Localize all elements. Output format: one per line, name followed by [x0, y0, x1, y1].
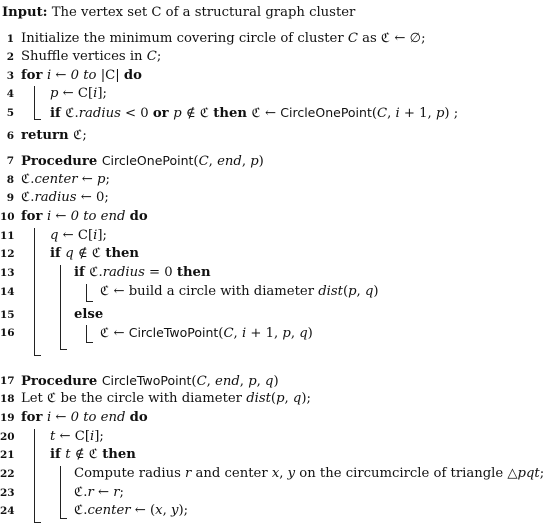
for-block-rule	[34, 429, 41, 523]
line-segment: if	[50, 246, 66, 261]
line-segment: ,	[239, 374, 249, 389]
line-number: 20	[0, 431, 15, 443]
line-text	[74, 483, 124, 503]
algo-line	[0, 188, 540, 208]
line-segment: ,	[290, 326, 300, 341]
line-segment: t	[50, 429, 56, 444]
line-segment: p	[97, 172, 106, 187]
line-segment: p	[250, 154, 259, 169]
line-segment: p	[173, 106, 182, 121]
line-segment: ;	[119, 485, 124, 500]
algo-line	[0, 445, 540, 465]
line-segment: Procedure	[21, 374, 102, 389]
line-segment: else	[74, 307, 104, 322]
line-number: 21	[0, 449, 15, 461]
line-segment: return	[21, 128, 74, 143]
line-segment: ,	[387, 106, 396, 121]
line-segment: x	[155, 503, 163, 518]
line-segment: ;	[105, 172, 110, 187]
algo-line	[0, 427, 540, 447]
line-segment: C	[223, 326, 234, 341]
line-segment: ℭ ←	[100, 326, 129, 341]
line-segment: CircleTwoPoint	[101, 373, 192, 388]
line-segment: ℭ.	[65, 106, 79, 121]
line-segment: if	[50, 447, 66, 462]
line-segment: then	[105, 246, 140, 261]
line-segment: radius	[78, 106, 121, 121]
line-segment: i	[47, 410, 52, 425]
line-text	[100, 282, 379, 302]
algo-line	[0, 483, 540, 503]
line-segment: center	[87, 503, 131, 518]
algo-line	[0, 371, 540, 391]
line-segment: p	[50, 86, 59, 101]
line-segment: ℭ.	[21, 172, 35, 187]
algo-line	[0, 29, 540, 49]
line-segment: do	[129, 410, 148, 425]
line-segment: ℭ ←	[251, 106, 281, 121]
line-text	[74, 464, 544, 484]
line-number: 9	[6, 192, 14, 204]
line-number: 14	[0, 286, 15, 298]
line-segment: if	[74, 265, 90, 280]
line-segment: C	[146, 49, 157, 64]
line-segment: for	[21, 410, 48, 425]
line-segment: do	[123, 68, 142, 83]
algo-line	[0, 103, 540, 123]
line-segment: ←	[51, 209, 71, 224]
line-segment: ,	[233, 326, 242, 341]
line-segment: 0 to	[70, 68, 101, 83]
line-segment: ← C[	[58, 228, 94, 243]
line-segment: x	[271, 466, 280, 481]
line-segment: + 1,	[399, 106, 436, 121]
for-block-rule	[34, 86, 41, 120]
line-segment: q	[265, 374, 274, 389]
line-number: 23	[0, 487, 15, 499]
line-number: 3	[6, 70, 14, 82]
line-segment: ← 0;	[76, 190, 109, 205]
line-segment: Procedure	[21, 154, 102, 169]
algo-line	[0, 151, 540, 171]
line-segment: ∉ ℭ	[181, 106, 214, 121]
line-segment: ∉ ℭ	[73, 246, 106, 261]
line-text	[21, 188, 109, 208]
line-number: 19	[0, 412, 15, 424]
line-number: 17	[0, 375, 15, 387]
else-block-rule	[86, 325, 93, 343]
line-segment: y	[287, 466, 296, 481]
line-segment: q	[299, 326, 308, 341]
input-label: Input:	[2, 5, 48, 20]
line-segment: C	[198, 154, 209, 169]
line-segment: ,	[206, 374, 216, 389]
line-segment: ← C[	[58, 86, 94, 101]
line-segment: ];	[97, 228, 107, 243]
line-number: 2	[6, 51, 14, 63]
line-text	[21, 151, 264, 172]
line-number: 1	[6, 33, 14, 45]
line-segment: ;	[539, 466, 544, 481]
line-segment: );	[178, 503, 189, 518]
line-segment: C	[347, 31, 358, 46]
line-segment: (	[218, 326, 224, 341]
line-segment: i	[395, 106, 400, 121]
line-segment: q	[50, 228, 59, 243]
line-text	[50, 244, 139, 264]
line-segment: radius	[34, 190, 77, 205]
line-segment: (	[191, 374, 197, 389]
input-line	[0, 3, 540, 23]
line-segment: C	[377, 106, 388, 121]
line-segment: )	[258, 154, 264, 169]
line-text	[50, 445, 136, 465]
algo-line	[0, 389, 540, 409]
line-text	[74, 305, 103, 325]
line-text	[21, 66, 142, 86]
line-segment: + 1,	[246, 326, 283, 341]
line-segment: 0 to end	[70, 410, 130, 425]
line-segment: Shuffle vertices in	[21, 49, 147, 64]
line-number: 5	[6, 107, 14, 119]
line-text	[21, 47, 161, 67]
line-segment: r	[87, 485, 94, 500]
line-segment: = 0	[144, 265, 177, 280]
line-segment: then	[176, 265, 211, 280]
algo-line	[0, 263, 540, 283]
line-number: 4	[6, 88, 14, 100]
algo-line	[0, 126, 540, 146]
algo-line	[0, 244, 540, 264]
line-segment: i	[47, 68, 52, 83]
line-segment: ,	[256, 374, 266, 389]
line-segment: ,	[284, 391, 293, 406]
line-segment: Initialize the minimum covering circle of cluster	[21, 31, 348, 46]
line-segment: ℭ.	[74, 485, 88, 500]
line-segment: Compute radius	[74, 466, 186, 481]
algo-line	[0, 305, 540, 325]
line-segment: i	[93, 228, 98, 243]
algo-line	[0, 408, 540, 428]
line-segment: then	[213, 106, 252, 121]
line-segment: ℭ.	[74, 503, 88, 518]
line-segment: ℭ;	[73, 128, 87, 143]
line-segment: < 0	[120, 106, 153, 121]
line-number: 24	[0, 505, 15, 517]
line-segment: (	[193, 154, 199, 169]
line-segment: )	[273, 374, 279, 389]
line-segment: )	[373, 284, 379, 299]
line-number: 16	[0, 327, 15, 339]
algo-line	[0, 323, 540, 343]
line-segment: for	[21, 209, 48, 224]
line-segment: CircleOnePoint	[280, 105, 372, 120]
line-segment: i	[47, 209, 52, 224]
line-segment: ,	[356, 284, 365, 299]
line-segment: |C|	[100, 68, 124, 83]
line-segment: dist	[318, 284, 343, 299]
line-segment: ,	[279, 466, 288, 481]
line-segment: ℭ.	[21, 190, 35, 205]
line-segment: p	[348, 284, 357, 299]
line-segment: ;	[156, 49, 162, 64]
line-text	[21, 408, 148, 428]
line-segment: end	[217, 154, 242, 169]
line-segment: q	[292, 391, 302, 406]
line-segment: p	[435, 106, 445, 121]
line-number: 22	[0, 468, 15, 480]
line-segment: ℭ ← build a circle with diameter	[100, 284, 319, 299]
line-segment: Let ℭ be the circle with diameter	[21, 391, 247, 406]
line-segment: ) ;	[444, 106, 459, 121]
line-text	[50, 427, 104, 447]
line-segment: ←	[77, 172, 97, 187]
line-text	[21, 126, 87, 146]
line-number: 6	[6, 130, 14, 142]
line-segment: (	[270, 391, 277, 406]
line-segment: i	[89, 429, 95, 444]
line-segment: as ℭ ← ∅;	[357, 31, 426, 46]
line-segment: ←	[51, 68, 71, 83]
line-segment: r	[185, 466, 192, 481]
line-number: 15	[0, 309, 15, 321]
input-text: The vertex set C of a structural graph cluster	[51, 5, 356, 20]
line-segment: or	[152, 106, 174, 121]
line-segment: radius	[102, 265, 145, 280]
line-segment: then	[102, 447, 136, 462]
for-block-rule	[34, 228, 41, 356]
if-block-rule	[60, 265, 67, 350]
then-block-rule	[86, 284, 93, 302]
line-number: 8	[6, 174, 14, 186]
line-segment: ];	[97, 86, 107, 101]
algo-line	[0, 501, 540, 521]
line-segment: ← C[	[55, 429, 90, 444]
line-text	[74, 263, 211, 283]
algo-line	[0, 170, 540, 190]
line-text	[21, 389, 311, 409]
line-segment: CircleOnePoint	[101, 153, 194, 168]
line-text	[50, 226, 107, 246]
line-segment: q	[65, 246, 74, 261]
line-segment: ←	[51, 410, 71, 425]
line-segment: ℭ.	[89, 265, 103, 280]
line-segment: center	[34, 172, 78, 187]
algo-line	[0, 84, 540, 104]
line-text	[100, 323, 313, 344]
line-segment: pqt	[517, 466, 540, 481]
line-segment: ← (	[130, 503, 156, 518]
line-segment: q	[364, 284, 374, 299]
algo-line	[0, 47, 540, 67]
line-segment: r	[113, 485, 120, 500]
line-number: 10	[0, 211, 15, 223]
algo-line	[0, 207, 540, 227]
line-segment: );	[301, 391, 311, 406]
line-number: 7	[6, 155, 14, 167]
line-segment: p	[282, 326, 291, 341]
line-segment: if	[50, 106, 66, 121]
line-number: 11	[0, 230, 15, 242]
algo-line	[0, 464, 544, 484]
line-segment: do	[129, 209, 148, 224]
line-segment: dist	[246, 391, 271, 406]
line-segment: 0 to end	[70, 209, 130, 224]
line-segment: p	[248, 374, 257, 389]
line-segment: on the circumcircle of triangle △	[295, 466, 518, 481]
line-segment: ];	[94, 429, 104, 444]
line-number: 18	[0, 393, 15, 405]
line-segment: (	[342, 284, 349, 299]
if-block-rule	[60, 466, 67, 519]
line-text	[74, 501, 188, 521]
line-segment: ,	[208, 154, 218, 169]
line-segment: ←	[93, 485, 114, 500]
line-text	[50, 84, 107, 104]
line-segment: y	[170, 503, 179, 518]
line-segment: t	[65, 447, 71, 462]
algo-line	[0, 66, 540, 86]
line-segment: )	[307, 326, 313, 341]
line-segment: C	[196, 374, 207, 389]
line-segment: end	[215, 374, 240, 389]
line-text	[50, 103, 458, 124]
line-segment: i	[241, 326, 247, 341]
line-segment: ,	[162, 503, 171, 518]
algo-line	[0, 282, 540, 302]
line-text	[21, 170, 110, 190]
line-segment: i	[93, 86, 98, 101]
line-text	[21, 207, 148, 227]
line-text	[21, 29, 426, 49]
line-segment: (	[371, 106, 378, 121]
line-number: 12	[0, 248, 15, 260]
line-segment: CircleTwoPoint	[128, 325, 219, 340]
line-segment: and center	[191, 466, 272, 481]
line-number: 13	[0, 267, 15, 279]
line-segment: p	[276, 391, 285, 406]
line-segment: ,	[241, 154, 251, 169]
line-segment: for	[21, 68, 48, 83]
line-segment: ∉ ℭ	[70, 447, 103, 462]
algo-line	[0, 226, 540, 246]
